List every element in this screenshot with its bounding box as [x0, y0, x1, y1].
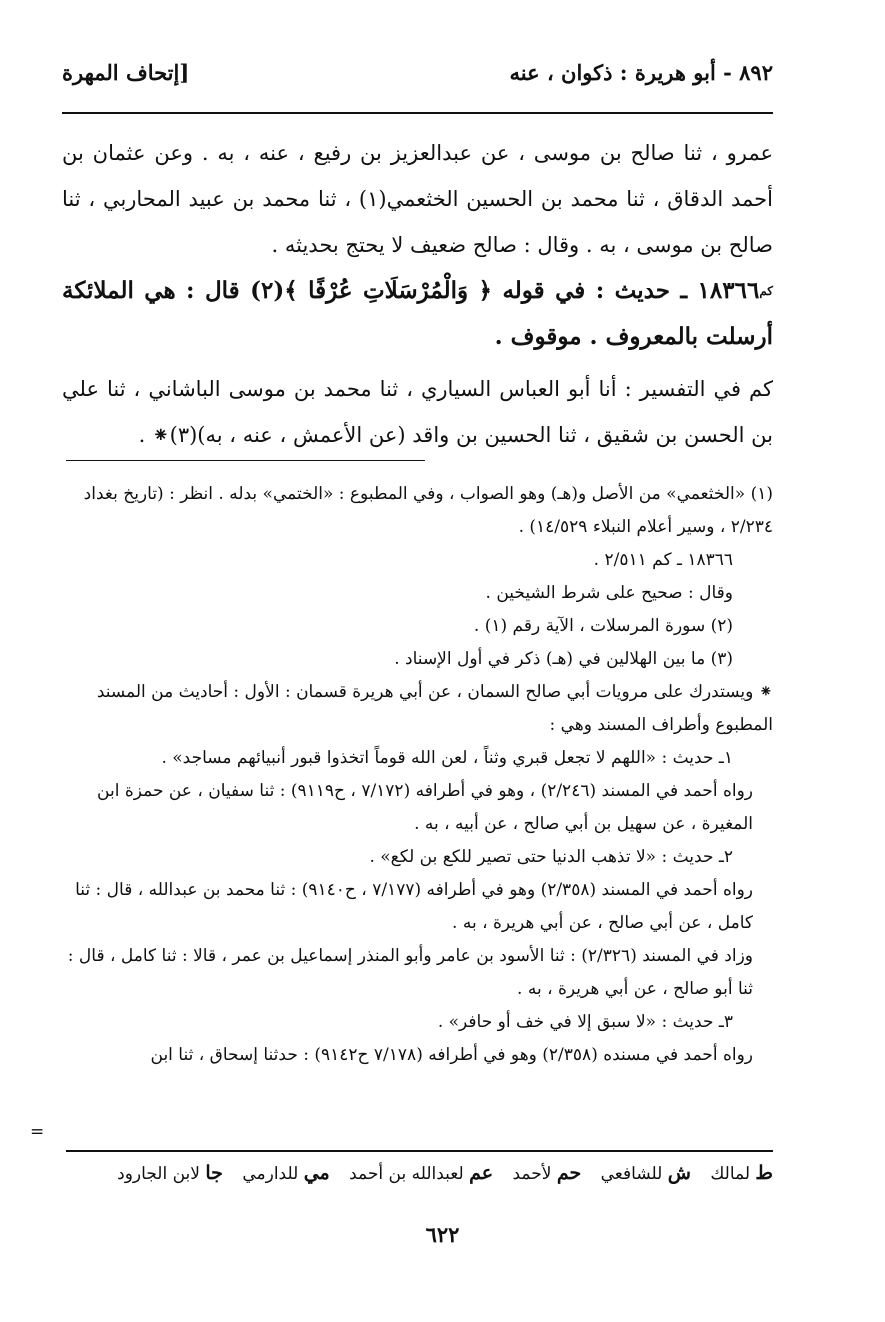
footnote-2: (٢) سورة المرسلات ، الآية رقم (١) .: [473, 616, 733, 636]
main-text: [62, 130, 773, 458]
running-header: [62, 60, 773, 100]
addendum-hadith-3-source: رواه أحمد في مسنده (٢/٣٥٨) وهو في أطرافه (٧/١٧٨ ح٩١٤٢) : حدثنا إسحاق ، ثنا ابن: [150, 1045, 753, 1065]
paragraph-chain-continuation: عمرو ، ثنا صالح بن موسى ، عن عبدالعزيز بن رفيع ، عنه ، به . وعن عثمان بن أحمد الدقاق ، ثنا محمد بن الحسين الخثعمي(١) ، ثنا محمد بن عبيد المحاربي ، ثنا صالح بن موسى ، به . وقال : صالح ضعيف لا يحتج بحديثه .: [62, 141, 774, 257]
abbreviations-rule: [66, 1150, 773, 1152]
addendum-hadith-2-source: رواه أحمد في المسند (٢/٣٥٨) وهو في أطرافه (٧/١٧٧ ، ح٩١٤٠) : ثنا محمد بن عبدالله ، قال : ثنا كامل ، عن أبي صالح ، عن أبي هريرة ، به .: [75, 880, 753, 933]
header-book-title: [إتحاف المهرة: [62, 60, 190, 85]
footnote-addendum: ⁕ ويستدرك على مرويات أبي صالح السمان ، عن أبي هريرة قسمان : الأول : أحاديث من المسند المطبوع وأطراف المسند وهي :: [96, 682, 773, 735]
abbreviations-legend: [106, 1162, 773, 1184]
hadith-source-marker: كم: [759, 284, 774, 298]
footnote-grading: وقال : صحيح على شرط الشيخين .: [485, 583, 733, 603]
header-rule: [62, 112, 773, 114]
addendum-hadith-1: ١ـ حديث : «اللهم لا تجعل قبري وثناً ، لعن الله قوماً اتخذوا قبور أنبيائهم مساجد» .: [161, 748, 733, 768]
continuation-mark: =: [30, 1122, 45, 1142]
hadith-text: ١٨٣٦٦ ـ حديث : في قوله ﴿ وَالْمُرْسَلَاتِ عُرْفًا ﴾(٢) قال : هي الملائكة أرسلت بالمعروف . موقوف .: [62, 277, 773, 350]
paragraph-isnad: كم في التفسير : أنا أبو العباس السياري ، ثنا محمد بن موسى الباشاني ، ثنا علي بن الحسن بن شقيق ، ثنا الحسين بن واقد (عن الأعمش ، عنه ، به)(٣)⁕ .: [62, 377, 773, 447]
abbr-item: عم لعبدالله بن أحمد: [349, 1162, 494, 1184]
footnote-source: ١٨٣٦٦ ـ كم ٢/٥١١ .: [593, 550, 733, 570]
addendum-hadith-2-extra: وزاد في المسند (٢/٣٢٦) : ثنا الأسود بن عامر وأبو المنذر إسماعيل بن عمر ، قالا : ثنا كامل ، قال : ثنا أبو صالح ، عن أبي هريرة ، به .: [67, 946, 753, 999]
abbr-item: مي للدارمي: [242, 1162, 330, 1184]
abbr-item: ش للشافعي: [600, 1162, 691, 1184]
addendum-hadith-3: ٣ـ حديث : «لا سبق إلا في خف أو حافر» .: [437, 1012, 733, 1032]
header-chapter-title: ٨٩٢ - أبو هريرة : ذكوان ، عنه: [509, 60, 773, 85]
hadith-entry: [62, 268, 773, 360]
abbr-item: جا لابن الجارود: [117, 1162, 223, 1184]
abbr-item: حم لأحمد: [512, 1162, 582, 1184]
abbr-item: ط لمالك: [710, 1162, 773, 1184]
addendum-hadith-2: ٢ـ حديث : «لا تذهب الدنيا حتى تصير للكع بن لكع» .: [369, 847, 733, 867]
footnote-1: (١) «الخثعمي» من الأصل و(هـ) وهو الصواب ، وفي المطبوع : «الختمي» بدله . انظر : (تاريخ بغداد ٢/٢٣٤ ، وسير أعلام النبلاء ١٤/٥٢٩) .: [83, 484, 773, 537]
addendum-hadith-1-source: رواه أحمد في المسند (٢/٢٤٦) ، وهو في أطرافه (٧/١٧٢ ، ح٩١١٩) : ثنا سفيان ، عن حمزة ابن المغيرة ، عن سهيل بن أبي صالح ، عن أبيه ، به .: [97, 781, 753, 834]
page-number: ٦٢٢: [425, 1222, 460, 1247]
footnotes: [66, 478, 773, 1072]
footnote-rule: [66, 460, 425, 461]
footnote-3: (٣) ما بين الهلالين في (هـ) ذكر في أول الإسناد .: [394, 649, 733, 669]
